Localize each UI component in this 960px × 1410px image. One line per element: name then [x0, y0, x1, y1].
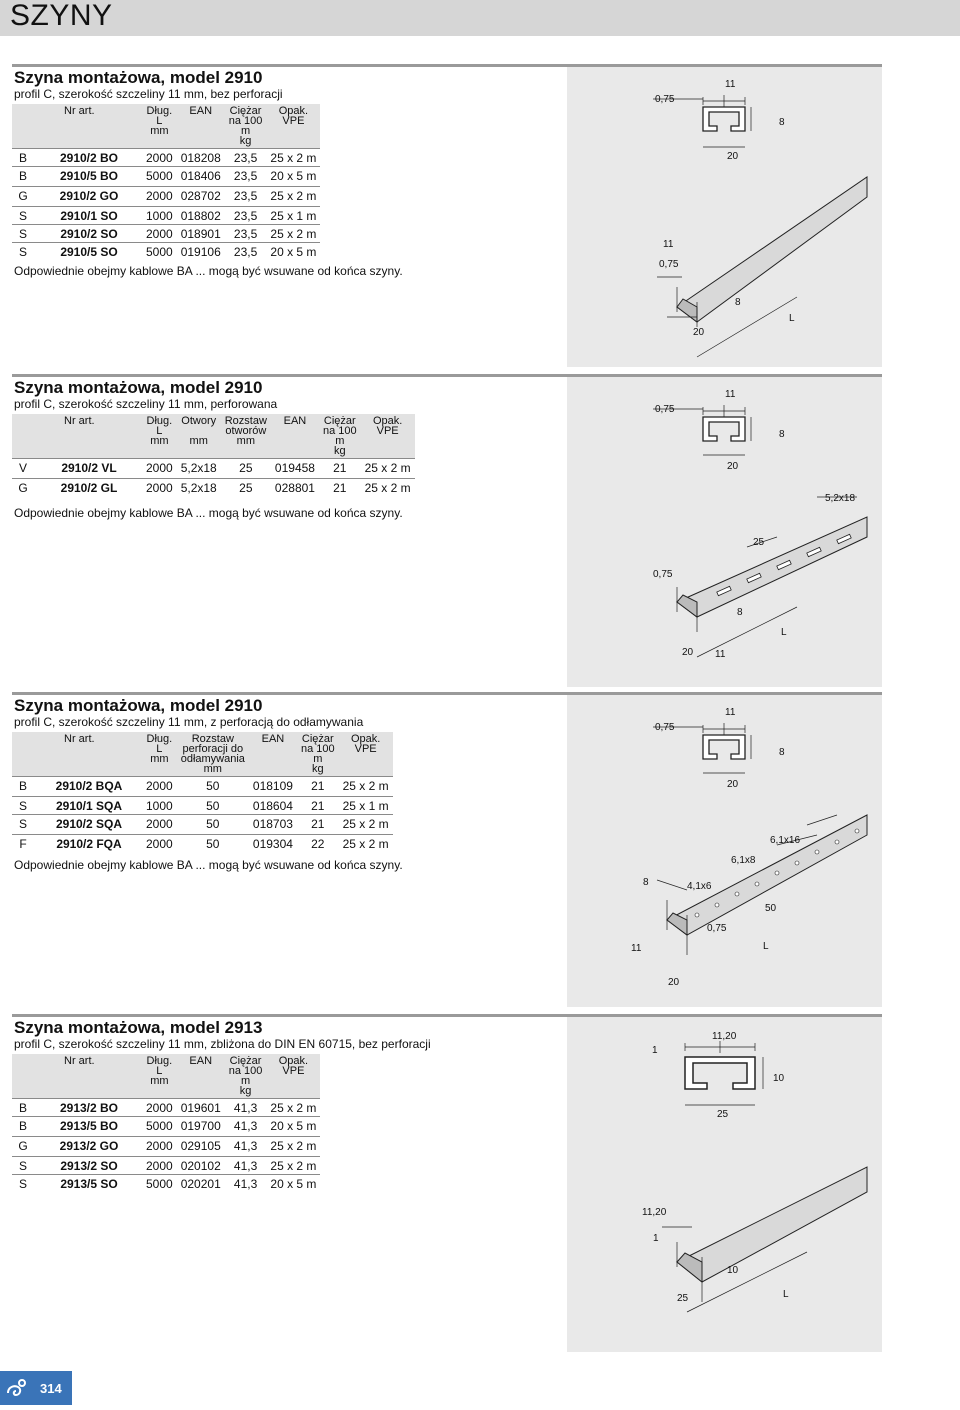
- dim-label: 8: [779, 429, 785, 440]
- table-cell: 25 x 2 m: [266, 1099, 320, 1117]
- dim-label: L: [783, 1289, 789, 1300]
- table-row: [12, 225, 320, 243]
- dim-label: 5,2x18: [825, 493, 856, 504]
- article-number: 2910/2 SQA: [34, 815, 142, 833]
- header-cell: [12, 1054, 34, 1099]
- table-cell: 018406: [177, 167, 225, 185]
- table-cell: 50: [177, 777, 249, 795]
- table-cell: 1000: [142, 207, 177, 225]
- section-title: Szyna montażowa, model 2910: [14, 378, 263, 397]
- table-cell: 028801: [271, 479, 319, 497]
- dim-label: 8: [643, 877, 649, 888]
- table-row: [12, 815, 393, 833]
- rail-diagram: [567, 695, 882, 1007]
- header-cell: EAN: [271, 414, 319, 459]
- rail-diagram: [567, 67, 882, 367]
- dim-label: 25: [717, 1109, 729, 1120]
- table-cell: 25 x 2 m: [266, 149, 320, 167]
- finish-code: B: [12, 777, 34, 795]
- table-cell: 41,3: [225, 1117, 267, 1135]
- dim-label: 4,1x6: [687, 881, 712, 892]
- table-cell: 2000: [142, 479, 177, 497]
- dim-label: 20: [727, 151, 739, 162]
- dim-label: 0,75: [707, 923, 727, 934]
- dim-label: 0,75: [659, 259, 679, 270]
- header-cell: Nr art.: [34, 104, 142, 149]
- dim-label: L: [763, 941, 769, 952]
- table-cell: 21: [319, 459, 361, 477]
- section-title: Szyna montażowa, model 2910: [14, 696, 263, 715]
- table-cell: 21: [319, 479, 361, 497]
- table-cell: 2000: [142, 149, 177, 167]
- section-2910-qa: [12, 692, 882, 1010]
- table-cell: 25 x 2 m: [266, 187, 320, 205]
- table-cell: 028702: [177, 187, 225, 205]
- dim-label: 8: [779, 747, 785, 758]
- table-row: [12, 1099, 320, 1117]
- table-cell: 23,5: [225, 207, 267, 225]
- article-number: 2910/1 SO: [34, 207, 142, 225]
- dim-label: 0,75: [653, 569, 673, 580]
- header-cell: Ciężar na 100 m kg: [225, 104, 267, 149]
- dim-label: 11: [715, 649, 726, 660]
- header-cell: [12, 104, 34, 149]
- table-row: [12, 459, 415, 477]
- table-cell: 23,5: [225, 167, 267, 185]
- table-cell: 5,2x18: [177, 459, 221, 477]
- product-table: [12, 732, 393, 852]
- article-number: 2913/2 BO: [34, 1099, 142, 1117]
- table-cell: 21: [297, 815, 339, 833]
- table-cell: 2000: [142, 187, 177, 205]
- finish-code: V: [12, 459, 34, 477]
- table-cell: 5000: [142, 1175, 177, 1193]
- table-cell: 5000: [142, 1117, 177, 1135]
- dim-label: 11: [663, 239, 674, 250]
- article-number: 2910/2 GO: [34, 187, 142, 205]
- dim-label: L: [781, 627, 787, 638]
- table-cell: 029105: [177, 1137, 225, 1155]
- header-cell: Otwory mm: [177, 414, 221, 459]
- dim-label: 1: [653, 1233, 659, 1244]
- finish-code: S: [12, 1175, 34, 1193]
- finish-code: S: [12, 797, 34, 815]
- article-number: 2913/5 BO: [34, 1117, 142, 1135]
- section-2910-bo: [12, 64, 882, 369]
- table-cell: 20 x 5 m: [266, 243, 320, 261]
- table-header-row: [12, 732, 393, 777]
- header-cell: Dług. L mm: [142, 104, 177, 149]
- section-2910-vl: [12, 374, 882, 689]
- product-table: [12, 1054, 320, 1192]
- table-header-row: [12, 104, 320, 149]
- table-row: [12, 777, 393, 795]
- table-cell: 020102: [177, 1157, 225, 1175]
- table-cell: 25 x 2 m: [361, 459, 415, 477]
- table-row: [12, 835, 393, 853]
- dim-label: 11,20: [642, 1207, 667, 1218]
- finish-code: G: [12, 479, 34, 497]
- table-cell: 50: [177, 835, 249, 853]
- table-cell: 020201: [177, 1175, 225, 1193]
- table-cell: 41,3: [225, 1157, 267, 1175]
- dim-label: 50: [765, 903, 777, 914]
- table-cell: 2000: [142, 815, 177, 833]
- table-row: [12, 1157, 320, 1175]
- page-title-bar: [0, 0, 960, 36]
- table-cell: 2000: [142, 1137, 177, 1155]
- table-cell: 25 x 1 m: [266, 207, 320, 225]
- header-cell: Opak. VPE: [361, 414, 415, 459]
- article-number: 2910/2 BQA: [34, 777, 142, 795]
- table-cell: 1000: [142, 797, 177, 815]
- table-cell: 41,3: [225, 1137, 267, 1155]
- table-cell: 21: [297, 797, 339, 815]
- section-subtitle: profil C, szerokość szczeliny 11 mm, z perforacją do odłamywania: [14, 715, 364, 729]
- table-cell: 2000: [142, 1157, 177, 1175]
- header-cell: Dług. L mm: [142, 732, 177, 777]
- table-row: [12, 187, 320, 205]
- section-subtitle: profil C, szerokość szczeliny 11 mm, zbliżona do DIN EN 60715, bez perforacji: [14, 1037, 431, 1051]
- header-cell: Rozstaw otworów mm: [221, 414, 271, 459]
- table-row: [12, 167, 320, 185]
- page-number: 314: [40, 1381, 62, 1396]
- table-cell: 018901: [177, 225, 225, 243]
- article-number: 2910/2 GL: [34, 479, 142, 497]
- table-cell: 2000: [142, 777, 177, 795]
- table-cell: 20 x 5 m: [266, 167, 320, 185]
- table-cell: 20 x 5 m: [266, 1117, 320, 1135]
- table-cell: 5000: [142, 167, 177, 185]
- dim-label: L: [789, 313, 795, 324]
- table-row: [12, 1137, 320, 1155]
- table-cell: 25 x 2 m: [266, 1157, 320, 1175]
- section-note: Odpowiednie obejmy kablowe BA ... mogą być wsuwane od końca szyny.: [14, 264, 403, 278]
- header-cell: Dług. L mm: [142, 1054, 177, 1099]
- table-cell: 23,5: [225, 243, 267, 261]
- finish-code: G: [12, 187, 34, 205]
- dim-label: 20: [693, 327, 705, 338]
- dim-label: 0,75: [655, 722, 675, 733]
- table-row: [12, 797, 393, 815]
- header-cell: EAN: [177, 104, 225, 149]
- article-number: 2913/2 GO: [34, 1137, 142, 1155]
- header-cell: Ciężar na 100 m kg: [297, 732, 339, 777]
- dim-label: 10: [773, 1073, 785, 1084]
- header-cell: Ciężar na 100 m kg: [225, 1054, 267, 1099]
- dim-label: 11: [725, 389, 736, 400]
- article-number: 2910/2 BO: [34, 149, 142, 167]
- header-cell: EAN: [177, 1054, 225, 1099]
- dim-label: 20: [727, 461, 739, 472]
- article-number: 2910/2 VL: [34, 459, 142, 477]
- header-cell: Nr art.: [34, 414, 142, 459]
- brand-logo-icon: [0, 1371, 34, 1405]
- dim-label: 8: [737, 607, 743, 618]
- dim-label: 20: [668, 977, 680, 988]
- table-cell: 25 x 2 m: [266, 1137, 320, 1155]
- table-cell: 018109: [249, 777, 297, 795]
- rail-diagram: [567, 1017, 882, 1352]
- header-cell: Nr art.: [34, 732, 142, 777]
- table-cell: 019700: [177, 1117, 225, 1135]
- table-cell: 25 x 2 m: [339, 777, 393, 795]
- table-row: [12, 479, 415, 497]
- article-number: 2910/2 FQA: [34, 835, 142, 853]
- table-cell: 5,2x18: [177, 479, 221, 497]
- header-cell: Opak. VPE: [266, 1054, 320, 1099]
- table-header-row: [12, 414, 415, 459]
- table-cell: 41,3: [225, 1175, 267, 1193]
- finish-code: B: [12, 149, 34, 167]
- dim-label: 11: [725, 707, 736, 718]
- table-cell: 2000: [142, 835, 177, 853]
- product-table: [12, 104, 320, 260]
- dim-label: 8: [779, 117, 785, 128]
- table-row: [12, 149, 320, 167]
- dim-label: 0,75: [655, 404, 675, 415]
- table-cell: 25: [221, 479, 271, 497]
- section-subtitle: profil C, szerokość szczeliny 11 mm, bez perforacji: [14, 87, 283, 101]
- table-cell: 019601: [177, 1099, 225, 1117]
- table-row: [12, 1175, 320, 1193]
- dim-label: 20: [727, 779, 739, 790]
- table-cell: 25 x 2 m: [339, 835, 393, 853]
- header-cell: [12, 732, 34, 777]
- table-cell: 019106: [177, 243, 225, 261]
- dim-label: 11,20: [712, 1031, 737, 1042]
- table-cell: 25 x 2 m: [361, 479, 415, 497]
- dim-label: 6,1x8: [731, 855, 756, 866]
- section-note: Odpowiednie obejmy kablowe BA ... mogą być wsuwane od końca szyny.: [14, 858, 403, 872]
- table-header-row: [12, 1054, 320, 1099]
- article-number: 2910/5 BO: [34, 167, 142, 185]
- finish-code: S: [12, 225, 34, 243]
- finish-code: B: [12, 1117, 34, 1135]
- table-cell: 018208: [177, 149, 225, 167]
- table-cell: 25 x 2 m: [266, 225, 320, 243]
- table-row: [12, 243, 320, 261]
- page-title: SZYNY: [10, 0, 113, 32]
- dim-label: 8: [735, 297, 741, 308]
- finish-code: F: [12, 835, 34, 853]
- table-cell: 41,3: [225, 1099, 267, 1117]
- article-number: 2913/2 SO: [34, 1157, 142, 1175]
- dim-label: 6,1x16: [770, 835, 801, 846]
- table-row: [12, 1117, 320, 1135]
- table-cell: 20 x 5 m: [266, 1175, 320, 1193]
- header-cell: [12, 414, 34, 459]
- table-cell: 2000: [142, 1099, 177, 1117]
- table-cell: 25 x 1 m: [339, 797, 393, 815]
- dim-label: 10: [727, 1265, 739, 1276]
- finish-code: B: [12, 167, 34, 185]
- finish-code: S: [12, 815, 34, 833]
- table-row: [12, 207, 320, 225]
- dim-label: 11: [725, 79, 736, 90]
- article-number: 2910/5 SO: [34, 243, 142, 261]
- table-cell: 2000: [142, 459, 177, 477]
- section-note: Odpowiednie obejmy kablowe BA ... mogą być wsuwane od końca szyny.: [14, 506, 403, 520]
- table-cell: 019458: [271, 459, 319, 477]
- product-table: [12, 414, 415, 496]
- table-cell: 018802: [177, 207, 225, 225]
- header-cell: Opak. VPE: [339, 732, 393, 777]
- dim-label: 0,75: [655, 94, 675, 105]
- dim-label: 25: [677, 1293, 689, 1304]
- finish-code: B: [12, 1099, 34, 1117]
- section-subtitle: profil C, szerokość szczeliny 11 mm, perforowana: [14, 397, 278, 411]
- table-cell: 018604: [249, 797, 297, 815]
- header-cell: Opak. VPE: [266, 104, 320, 149]
- section-title: Szyna montażowa, model 2913: [14, 1018, 263, 1037]
- header-cell: Dług. L mm: [142, 414, 177, 459]
- header-cell: Nr art.: [34, 1054, 142, 1099]
- table-cell: 2000: [142, 225, 177, 243]
- header-cell: Ciężar na 100 m kg: [319, 414, 361, 459]
- table-cell: 50: [177, 797, 249, 815]
- table-cell: 50: [177, 815, 249, 833]
- table-cell: 25: [221, 459, 271, 477]
- section-2913-bo: [12, 1014, 882, 1354]
- finish-code: S: [12, 207, 34, 225]
- finish-code: S: [12, 243, 34, 261]
- finish-code: S: [12, 1157, 34, 1175]
- article-number: 2910/2 SO: [34, 225, 142, 243]
- header-cell: Rozstaw perforacji do odłamywania mm: [177, 732, 249, 777]
- table-cell: 23,5: [225, 225, 267, 243]
- table-cell: 21: [297, 777, 339, 795]
- article-number: 2910/1 SQA: [34, 797, 142, 815]
- table-cell: 22: [297, 835, 339, 853]
- section-title: Szyna montażowa, model 2910: [14, 68, 263, 87]
- rail-diagram: [567, 377, 882, 687]
- dim-label: 1: [652, 1045, 658, 1056]
- table-cell: 5000: [142, 243, 177, 261]
- dim-label: 20: [682, 647, 694, 658]
- article-number: 2913/5 SO: [34, 1175, 142, 1193]
- dim-label: 11: [631, 943, 642, 954]
- dim-label: 25: [753, 537, 765, 548]
- table-cell: 018703: [249, 815, 297, 833]
- finish-code: G: [12, 1137, 34, 1155]
- table-cell: 25 x 2 m: [339, 815, 393, 833]
- header-cell: EAN: [249, 732, 297, 777]
- table-cell: 019304: [249, 835, 297, 853]
- table-cell: 23,5: [225, 149, 267, 167]
- table-cell: 23,5: [225, 187, 267, 205]
